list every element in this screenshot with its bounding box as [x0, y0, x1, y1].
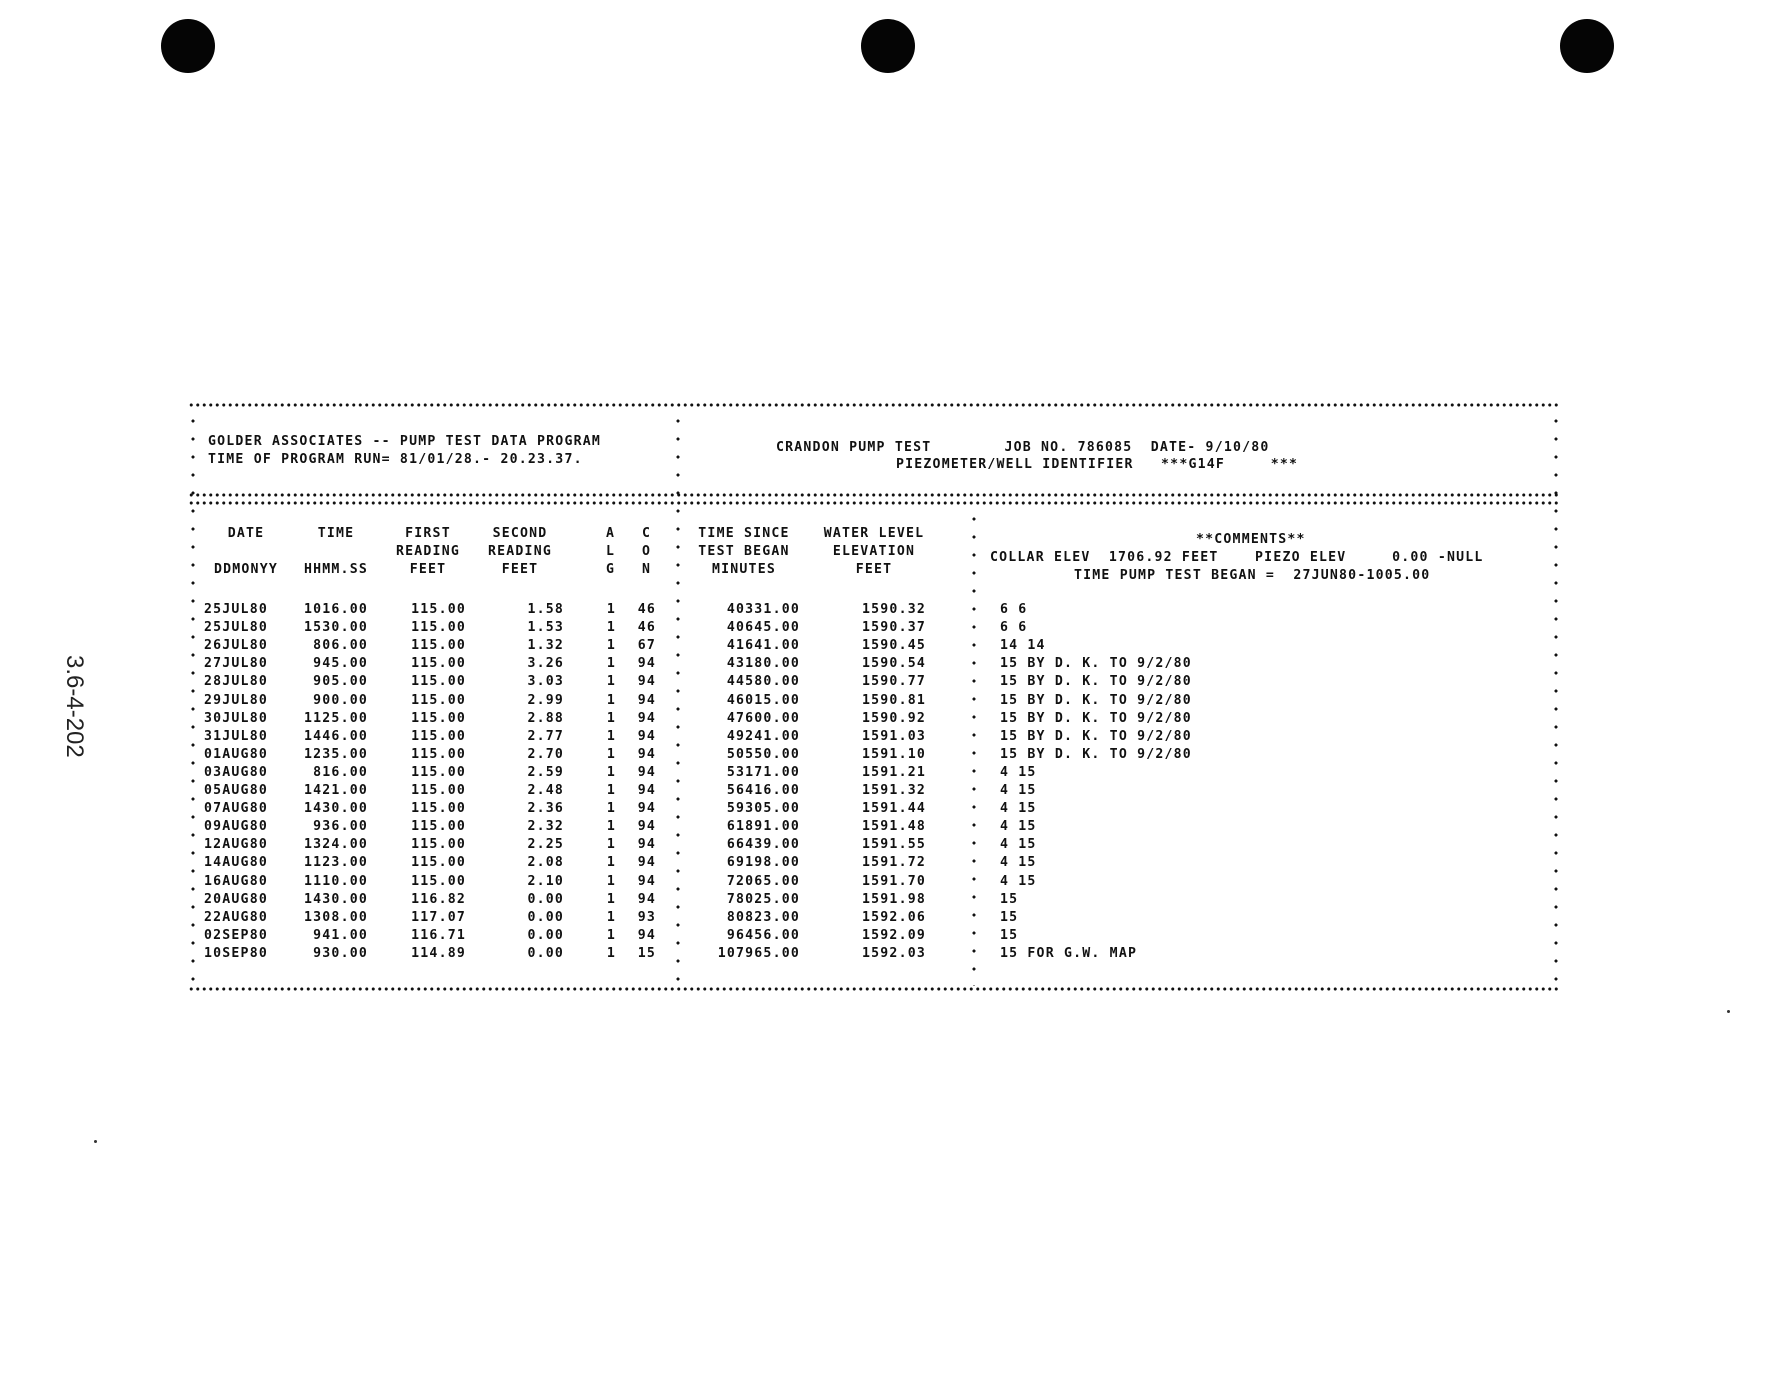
cell-time: 1530.00	[304, 620, 368, 636]
cell-comment: 15 BY D. K. TO 9/2/80	[1000, 692, 1192, 708]
cell-comment: 4 15	[1000, 837, 1037, 853]
cell-comment: 15 BY D. K. TO 9/2/80	[1000, 710, 1192, 726]
cell-c: 94	[637, 656, 656, 672]
cell-first: 115.00	[411, 620, 466, 636]
cell-second: 2.59	[527, 764, 564, 780]
cell-since: 69198.00	[726, 855, 800, 871]
cell-date: 07AUG80	[204, 801, 268, 817]
cell-time: 1421.00	[304, 783, 368, 798]
cell-date: 14AUG80	[204, 855, 268, 871]
cell-second: 2.70	[527, 746, 564, 762]
cell-level: 1591.10	[862, 746, 926, 762]
cell-since: 46015.00	[726, 692, 800, 708]
cell-c: 67	[637, 638, 656, 654]
cell-a: 1	[606, 783, 616, 798]
cell-since: 44580.00	[726, 674, 800, 690]
dotted-rule-columns	[188, 500, 1560, 506]
col-alg-l1: A	[606, 526, 616, 541]
cell-second: 2.32	[527, 819, 564, 835]
cell-first: 115.00	[411, 638, 466, 654]
cell-first: 115.00	[411, 855, 466, 871]
cell-first: 115.00	[411, 783, 466, 798]
cell-since: 40645.00	[726, 620, 800, 636]
cell-date: 16AUG80	[204, 873, 268, 889]
cell-comment: 15 BY D. K. TO 9/2/80	[1000, 746, 1192, 762]
cell-since: 66439.00	[726, 837, 800, 853]
cell-c: 94	[637, 801, 656, 817]
col-since-l1: TIME SINCE	[698, 526, 790, 541]
cell-level: 1592.03	[862, 945, 926, 961]
table-row	[188, 892, 1560, 910]
cell-comment: 15 BY D. K. TO 9/2/80	[1000, 656, 1192, 672]
program-title: GOLDER ASSOCIATES -- PUMP TEST DATA PROGRAM	[208, 434, 602, 449]
dotted-rule-header	[188, 492, 1560, 498]
cell-time: 1446.00	[304, 728, 368, 744]
cell-date: 25JUL80	[204, 620, 268, 636]
col-since-l2: TEST BEGAN	[698, 544, 790, 559]
scan-speck	[94, 1140, 97, 1143]
cell-date: 20AUG80	[204, 891, 268, 907]
cell-a: 1	[606, 909, 616, 925]
cell-comment: 4 15	[1000, 764, 1037, 780]
cell-a: 1	[606, 620, 616, 636]
cell-a: 1	[606, 837, 616, 853]
cell-date: 12AUG80	[204, 837, 268, 853]
cell-c: 94	[637, 873, 656, 889]
cell-second: 2.99	[527, 692, 564, 708]
cell-c: 46	[637, 620, 656, 636]
table-row	[188, 928, 1560, 946]
col-level-l2: ELEVATION	[832, 544, 916, 559]
table-row	[188, 855, 1560, 873]
table-row	[188, 946, 1560, 964]
cell-a: 1	[606, 819, 616, 835]
cell-c: 94	[637, 837, 656, 853]
cell-comment: 4 15	[1000, 855, 1037, 871]
cell-time: 1125.00	[304, 710, 368, 726]
cell-level: 1591.03	[862, 728, 926, 744]
cell-date: 25JUL80	[204, 602, 268, 617]
table-row	[188, 729, 1560, 747]
col-second-l2: READING	[488, 544, 552, 559]
cell-time: 816.00	[313, 764, 368, 780]
table-row	[188, 837, 1560, 855]
binder-hole-center	[861, 19, 915, 73]
cell-level: 1590.45	[862, 638, 926, 654]
cell-a: 1	[606, 746, 616, 762]
cell-time: 1430.00	[304, 801, 368, 817]
cell-time: 936.00	[313, 819, 368, 835]
pump-test-began: TIME PUMP TEST BEGAN = 27JUN80-1005.00	[1074, 568, 1431, 583]
cell-first: 115.00	[411, 728, 466, 744]
cell-a: 1	[606, 801, 616, 817]
cell-comment: 15	[1000, 927, 1019, 943]
cell-date: 09AUG80	[204, 819, 268, 835]
cell-comment: 15 FOR G.W. MAP	[1000, 945, 1138, 961]
table-row	[188, 693, 1560, 711]
cell-first: 115.00	[411, 674, 466, 690]
col-since-l3: MINUTES	[712, 562, 776, 577]
cell-level: 1591.98	[862, 891, 926, 907]
cell-since: 40331.00	[726, 602, 800, 617]
cell-level: 1590.37	[862, 620, 926, 636]
col-first-l3: FEET	[409, 562, 447, 577]
cell-time: 900.00	[313, 692, 368, 708]
cell-comment: 4 15	[1000, 801, 1037, 817]
table-row	[188, 656, 1560, 674]
table-row	[188, 819, 1560, 837]
cell-comment: 6 6	[1000, 620, 1028, 636]
cell-second: 2.08	[527, 855, 564, 871]
dotted-rule-bottom	[188, 986, 1560, 992]
cell-first: 115.00	[411, 692, 466, 708]
cell-since: 50550.00	[726, 746, 800, 762]
program-run-time: TIME OF PROGRAM RUN= 81/01/28.- 20.23.37.	[208, 452, 583, 467]
cell-since: 59305.00	[726, 801, 800, 817]
cell-c: 94	[637, 819, 656, 835]
table-row	[188, 765, 1560, 783]
cell-second: 2.77	[527, 728, 564, 744]
col-alg-l3: G	[606, 562, 616, 577]
cell-second: 2.88	[527, 710, 564, 726]
cell-since: 41641.00	[726, 638, 800, 654]
col-second-l1: SECOND	[492, 526, 548, 541]
cell-a: 1	[606, 692, 616, 708]
col-first-l2: READING	[396, 544, 460, 559]
cell-first: 114.89	[411, 945, 466, 961]
cell-date: 27JUL80	[204, 656, 268, 672]
cell-first: 115.00	[411, 656, 466, 672]
cell-date: 05AUG80	[204, 783, 268, 798]
cell-level: 1591.48	[862, 819, 926, 835]
cell-a: 1	[606, 602, 616, 617]
cell-first: 115.00	[411, 746, 466, 762]
cell-level: 1591.44	[862, 801, 926, 817]
table-row	[188, 638, 1560, 656]
cell-time: 930.00	[313, 945, 368, 961]
col-con-l1: C	[642, 526, 652, 541]
cell-second: 0.00	[527, 945, 564, 961]
cell-a: 1	[606, 638, 616, 654]
cell-level: 1590.77	[862, 674, 926, 690]
cell-second: 2.48	[527, 783, 564, 798]
cell-date: 10SEP80	[204, 945, 268, 961]
cell-first: 115.00	[411, 873, 466, 889]
cell-comment: 4 15	[1000, 783, 1037, 798]
cell-date: 26JUL80	[204, 638, 268, 654]
cell-second: 1.58	[527, 602, 564, 617]
cell-since: 61891.00	[726, 819, 800, 835]
cell-date: 01AUG80	[204, 746, 268, 762]
cell-first: 117.07	[411, 909, 466, 925]
cell-first: 116.71	[411, 927, 466, 943]
cell-c: 94	[637, 710, 656, 726]
cell-date: 02SEP80	[204, 927, 268, 943]
cell-first: 115.00	[411, 801, 466, 817]
printout-table	[188, 402, 1560, 992]
cell-since: 78025.00	[726, 891, 800, 907]
cell-date: 28JUL80	[204, 674, 268, 690]
col-time-l1: TIME	[317, 526, 355, 541]
cell-a: 1	[606, 728, 616, 744]
cell-a: 1	[606, 891, 616, 907]
col-level-l1: WATER LEVEL	[823, 526, 925, 541]
cell-first: 115.00	[411, 819, 466, 835]
cell-comment: 15 BY D. K. TO 9/2/80	[1000, 728, 1192, 744]
cell-time: 1235.00	[304, 746, 368, 762]
binder-hole-right	[1560, 19, 1614, 73]
col-date-l3: DDMONYY	[214, 562, 278, 577]
cell-time: 941.00	[313, 927, 368, 943]
cell-a: 1	[606, 656, 616, 672]
cell-c: 93	[637, 909, 656, 925]
cell-first: 115.00	[411, 602, 466, 617]
cell-since: 49241.00	[726, 728, 800, 744]
col-con-l2: O	[642, 544, 652, 559]
cell-comment: 15	[1000, 891, 1019, 907]
cell-c: 15	[637, 945, 656, 961]
cell-a: 1	[606, 674, 616, 690]
cell-comment: 15 BY D. K. TO 9/2/80	[1000, 674, 1192, 690]
cell-time: 905.00	[313, 674, 368, 690]
cell-level: 1592.06	[862, 909, 926, 925]
cell-first: 115.00	[411, 710, 466, 726]
table-row	[188, 783, 1560, 801]
cell-second: 3.03	[527, 674, 564, 690]
cell-level: 1590.54	[862, 656, 926, 672]
cell-second: 1.32	[527, 638, 564, 654]
col-first-l1: FIRST	[405, 526, 451, 541]
cell-c: 46	[637, 602, 656, 617]
cell-since: 53171.00	[726, 764, 800, 780]
cell-a: 1	[606, 945, 616, 961]
cell-comment: 15	[1000, 909, 1019, 925]
table-row	[188, 711, 1560, 729]
cell-c: 94	[637, 927, 656, 943]
cell-level: 1590.32	[862, 602, 926, 617]
cell-level: 1592.09	[862, 927, 926, 943]
test-title: CRANDON PUMP TEST JOB NO. 786085 DATE- 9/10/80	[776, 440, 1270, 455]
col-second-l3: FEET	[501, 562, 539, 577]
cell-a: 1	[606, 855, 616, 871]
cell-c: 94	[637, 764, 656, 780]
table-row	[188, 801, 1560, 819]
col-level-l3: FEET	[855, 562, 893, 577]
cell-time: 1016.00	[304, 602, 368, 617]
cell-comment: 6 6	[1000, 602, 1028, 617]
cell-level: 1591.70	[862, 873, 926, 889]
cell-comment: 4 15	[1000, 873, 1037, 889]
dotted-rule-top	[188, 402, 1560, 408]
col-time-l3: HHMM.SS	[304, 562, 368, 577]
cell-since: 96456.00	[726, 927, 800, 943]
cell-c: 94	[637, 891, 656, 907]
col-alg-l2: L	[606, 544, 616, 559]
cell-second: 1.53	[527, 620, 564, 636]
table-row	[188, 620, 1560, 638]
cell-second: 2.25	[527, 837, 564, 853]
scan-speck	[1727, 1010, 1730, 1013]
cell-a: 1	[606, 710, 616, 726]
cell-since: 80823.00	[726, 909, 800, 925]
cell-first: 115.00	[411, 764, 466, 780]
cell-a: 1	[606, 764, 616, 780]
cell-time: 806.00	[313, 638, 368, 654]
cell-time: 945.00	[313, 656, 368, 672]
cell-date: 29JUL80	[204, 692, 268, 708]
cell-time: 1110.00	[304, 873, 368, 889]
cell-date: 30JUL80	[204, 710, 268, 726]
cell-level: 1590.92	[862, 710, 926, 726]
cell-c: 94	[637, 692, 656, 708]
comments-title: **COMMENTS**	[1196, 532, 1306, 547]
cell-second: 0.00	[527, 927, 564, 943]
cell-comment: 14 14	[1000, 638, 1046, 654]
cell-second: 2.10	[527, 873, 564, 889]
cell-date: 22AUG80	[204, 909, 268, 925]
cell-a: 1	[606, 927, 616, 943]
cell-c: 94	[637, 728, 656, 744]
col-con-l3: N	[642, 562, 652, 577]
cell-date: 31JUL80	[204, 728, 268, 744]
page-number: 3.6-4-202	[61, 655, 88, 758]
cell-second: 2.36	[527, 801, 564, 817]
cell-comment: 4 15	[1000, 819, 1037, 835]
cell-level: 1590.81	[862, 692, 926, 708]
cell-c: 94	[637, 674, 656, 690]
cell-first: 115.00	[411, 837, 466, 853]
cell-level: 1591.32	[862, 783, 926, 798]
piezometer-identifier: PIEZOMETER/WELL IDENTIFIER ***G14F ***	[896, 457, 1299, 472]
table-row	[188, 910, 1560, 928]
col-date-l1: DATE	[227, 526, 265, 541]
cell-second: 0.00	[527, 891, 564, 907]
cell-first: 116.82	[411, 891, 466, 907]
cell-level: 1591.72	[862, 855, 926, 871]
cell-c: 94	[637, 783, 656, 798]
table-row	[188, 602, 1560, 620]
cell-second: 0.00	[527, 909, 564, 925]
table-row	[188, 747, 1560, 765]
cell-time: 1430.00	[304, 891, 368, 907]
cell-level: 1591.21	[862, 764, 926, 780]
cell-since: 43180.00	[726, 656, 800, 672]
cell-since: 47600.00	[726, 710, 800, 726]
cell-c: 94	[637, 746, 656, 762]
cell-since: 56416.00	[726, 783, 800, 798]
table-row	[188, 874, 1560, 892]
cell-time: 1324.00	[304, 837, 368, 853]
cell-c: 94	[637, 855, 656, 871]
collar-elevation: COLLAR ELEV 1706.92 FEET PIEZO ELEV 0.00 -NULL	[990, 550, 1484, 565]
binder-hole-left	[161, 19, 215, 73]
cell-level: 1591.55	[862, 837, 926, 853]
table-row	[188, 674, 1560, 692]
cell-time: 1308.00	[304, 909, 368, 925]
cell-since: 72065.00	[726, 873, 800, 889]
cell-time: 1123.00	[304, 855, 368, 871]
cell-since: 107965.00	[717, 945, 800, 961]
cell-date: 03AUG80	[204, 764, 268, 780]
cell-a: 1	[606, 873, 616, 889]
cell-second: 3.26	[527, 656, 564, 672]
